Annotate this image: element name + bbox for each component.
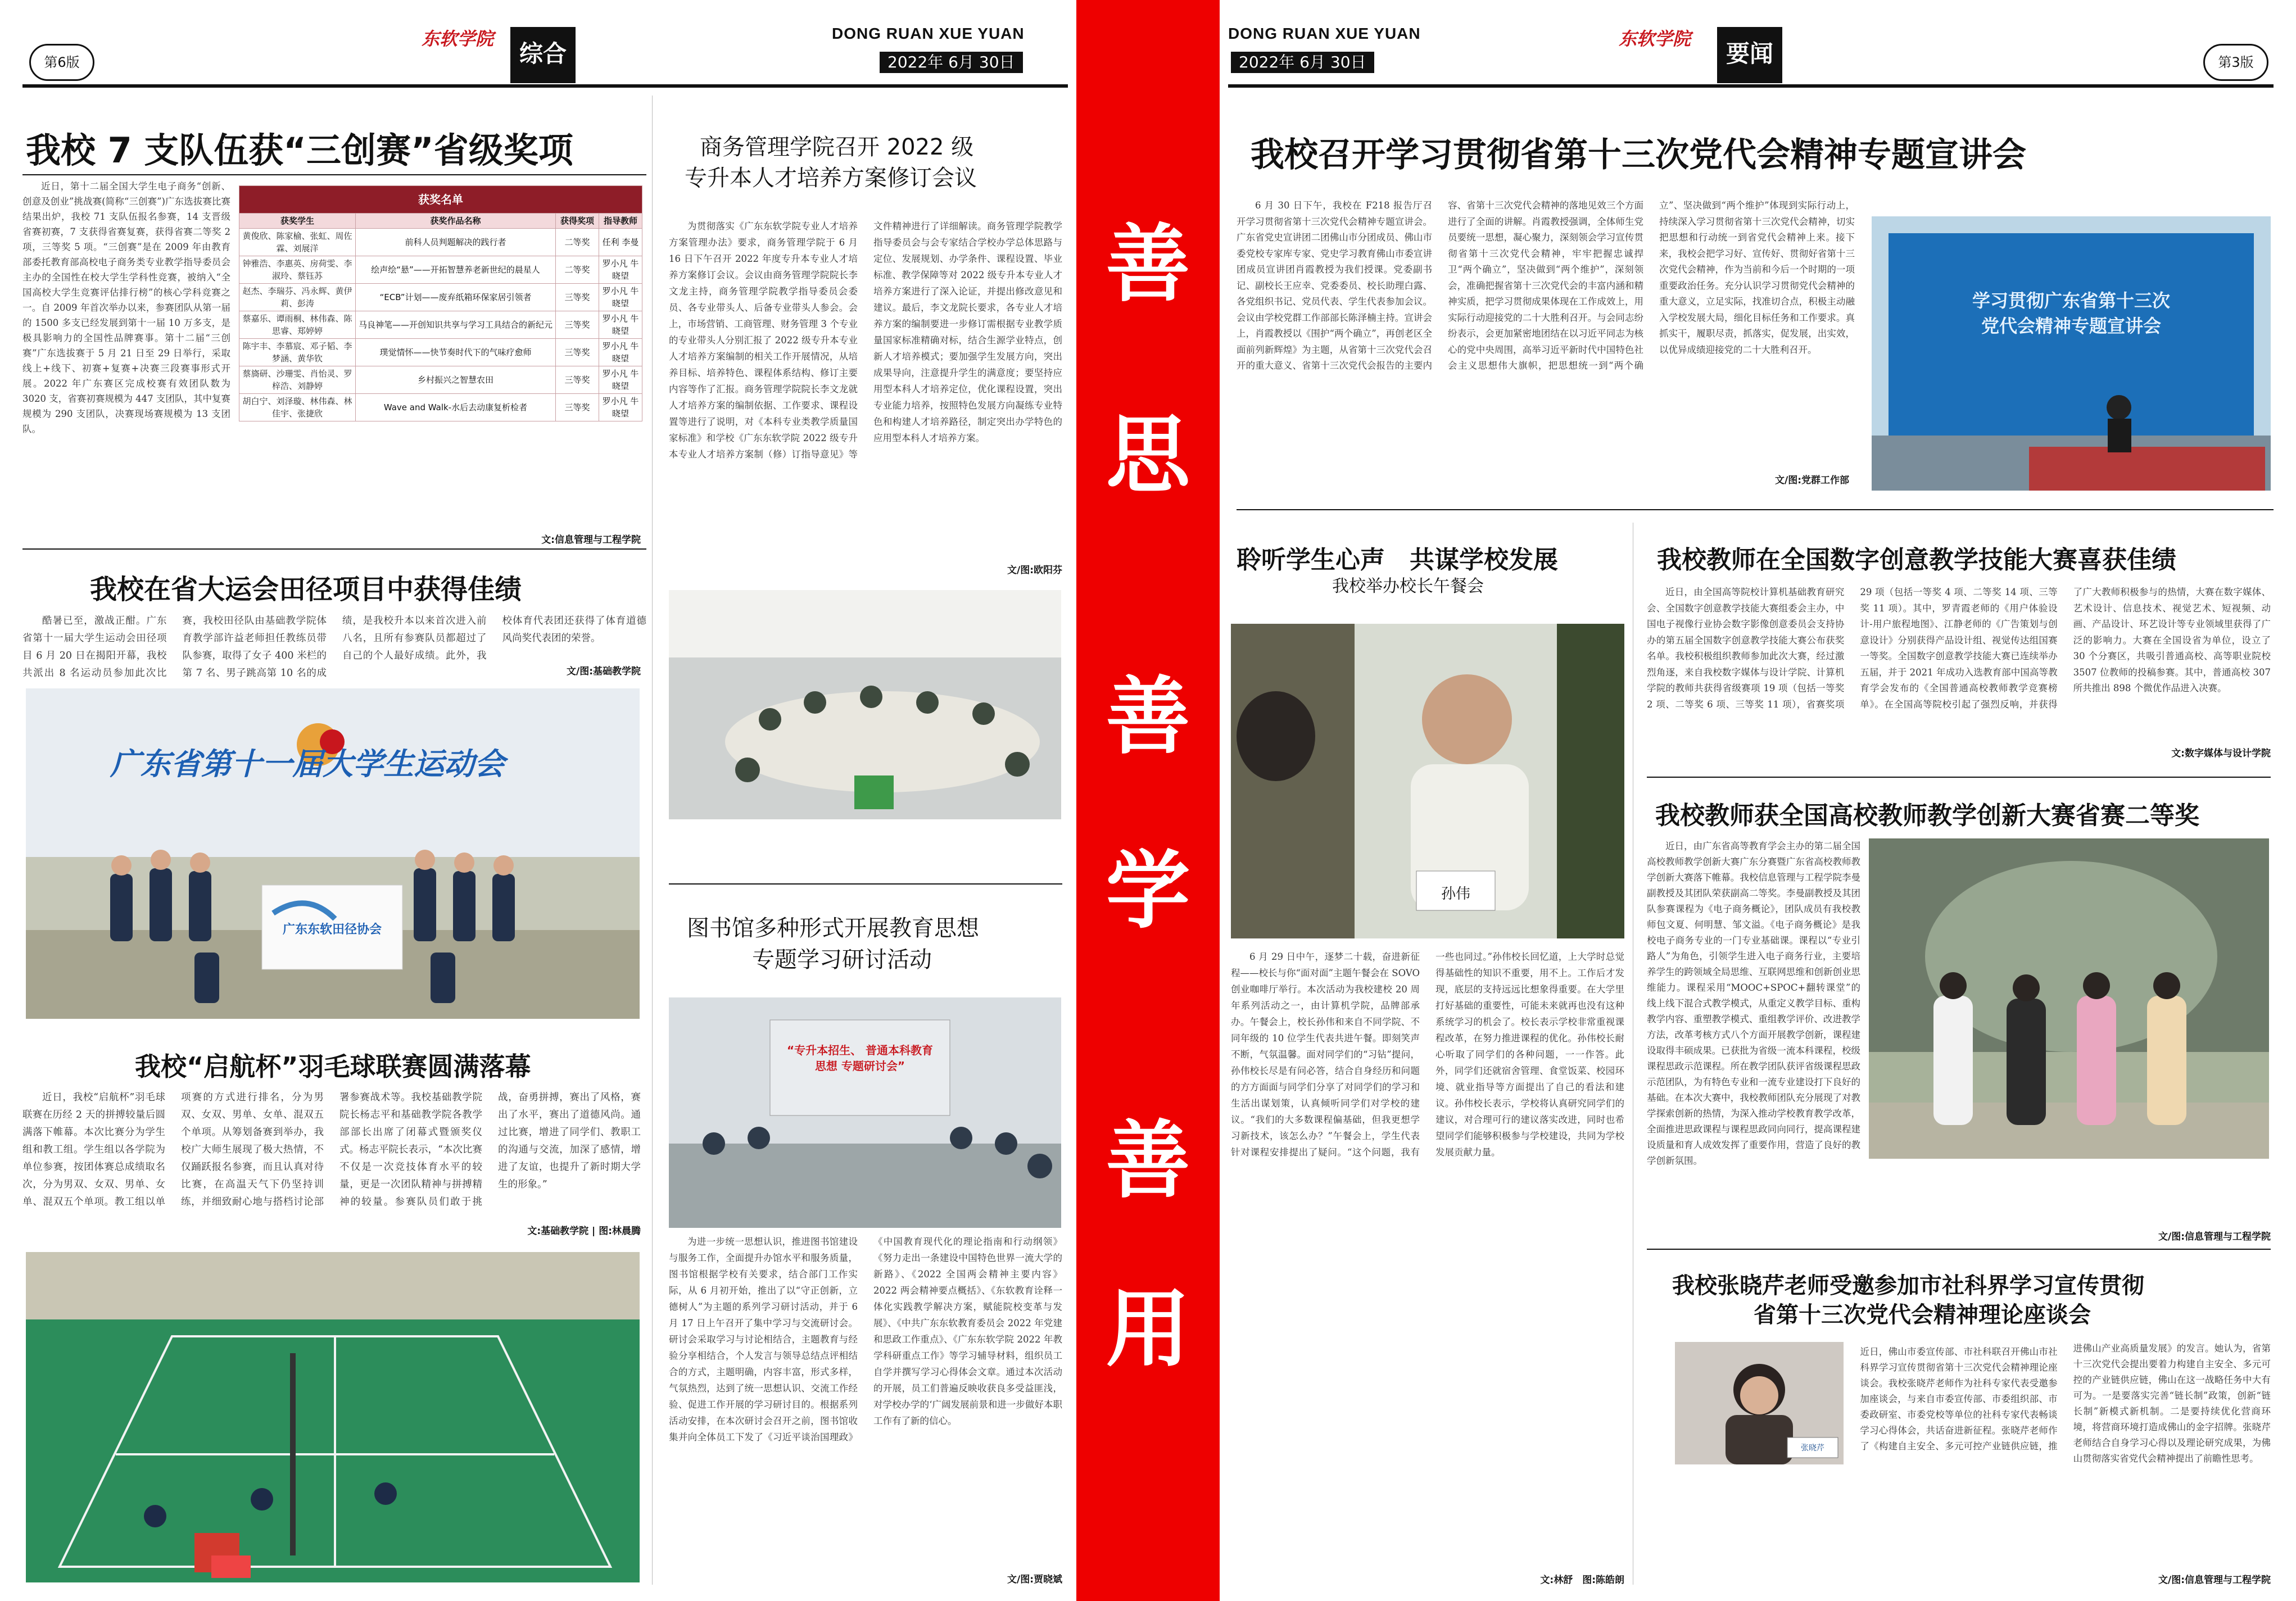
masthead-english-right: DONG RUAN XUE YUAN	[1228, 25, 1421, 42]
table-row	[239, 339, 642, 366]
main-lecture-photo	[1872, 216, 2271, 491]
article-title-library-1: 图书馆多种形式开展教育思想	[687, 915, 979, 941]
award-cell: 三等奖	[556, 311, 599, 339]
byline-business: 文/图:欧阳芬	[1007, 565, 1062, 576]
track-photo-flag: 广东东软田径协会	[282, 923, 382, 937]
slogan-char-4: 学	[1106, 841, 1190, 940]
award-cell: 三等奖	[556, 394, 599, 421]
article-title-lecture-1: 我校张晓芹老师受邀参加市社科界学习宣传贯彻	[1672, 1273, 2144, 1299]
track-photo-banner: 广东省第十一届大学生运动会	[110, 746, 505, 782]
byline-sanchuang: 文:信息管理与工程学院	[541, 534, 641, 546]
article-body-innovation: 近日，由广东省高等教育学会主办的第二届全国高校教师教学创新大赛广东分赛暨广东省高校教师教学创新大赛落下帷幕。我校信息管理与工程学院李曼副教授及其团队荣获副高二等奖。李曼副教授及其团队参赛课程为《电子商务概论》，团队成员有我校教师包文夏、何明慧、邹文溢。《电子商务概论》是我校电子商务专业的一门专业基础课。课程以“专业引路人”为角色，引领学生进入电子商务行业，主要培养学生的跨领域全局思维、互联网思维和创新创业思维能力。课程采用“MOOC+SPOC+翻转课堂”的线上线下混合式教学模式，从重定义教学目标、重构教学内容、重塑教学模式、重组教学评价、改进教学方法，改革考核方式八个方面开展教学创新，课程建设取得丰硕成果。已获批为省级一流本科课程，校级课程思政示范课程。所在教学团队获评省级课程思政示范团队，为有特色专业和一流专业建设打下良好的基础。在本次大赛中，我校教师团队充分展现了对教学探索创新的热情，为深入推动学校教育教学改革，全面推进思政课程与课程思政同向同行，提高课程建设质量和育人成效发挥了重要作用，营造了良好的教学创新氛围。	[1647, 841, 1860, 1166]
lunch-nameplate: 孙伟	[1441, 886, 1470, 902]
article-body-lecture	[1647, 1341, 2271, 1571]
business-photo-art	[669, 590, 1061, 819]
library-screen-text: “专升本招生、 普通本科教育思想 专题研讨会”	[786, 1044, 934, 1073]
award-cell: 任利 李曼	[599, 229, 642, 256]
article-body-digital: 近日，由全国高等院校计算机基础教育研究会、全国数字创意教学技能大赛组委会主办，中国电子视像行业协会数字影像创意委员会支持协办的第五届全国数字创意教学技能大赛公布获奖名单。我校积极组织教师参加此次大赛，经过激烈角逐，来自我校数字媒体与设计学院、计算机学院的教师共获得省级赛项 19 项（包括一等奖 2 项、二等奖 6 项、三等奖 11 项），省赛奖项 29 项（包括一等奖 4 项、二等奖 14 项、三等奖 11 项）。其中，罗青霞老师的《用户体验设计-用户旅程地图》、江静老师的《广告策划与创意设计》分别获得产品设计组、视觉传达组国赛一等奖。全国数字创意教学技能大赛已连续举办五届，并于 2021 年成功入选教育部中国高等教育学会发布的《全国普通高校教师教学竞赛榜单》。在全国高等院校引起了强烈反响，并获得了广大教师积极参与的热情，大赛在数字媒体、艺术设计、信息技术、视觉艺术、短视频、动画、产品设计、环艺设计等专业领域里获得了广泛的影响力。大赛在全国设省为单位，设立了 30 个分赛区，共吸引普通高校、高等职业院校 3507 位教师的投稿参赛。其中，普通高校 307 所共推出 898 个微优作品进入决赛。	[1647, 587, 2271, 710]
divider-main	[1237, 509, 2274, 510]
award-cell: 胡白宁、刘泽璇、林伟森、林佳宇、张捷欣	[239, 394, 356, 421]
byline-lunch: 文:林舒 图:陈皓朗	[1540, 1575, 1624, 1586]
slogan-char-1: 善	[1106, 215, 1190, 314]
lecture-body-text: 近日，佛山市委宣传部、市社科联召开佛山市社科界学习宣传贯彻省第十三次党代会精神理论座谈会。我校张晓芹老师作为社科专家代表受邀参加座谈会，与来自市委宣传部、市委组织部、市委政研室、市委党校等单位的社科专家代表畅谈学习心得体会，共话奋进新征程。张晓芹老师作了《构建自主安全、多元可控产业链供应链，推进佛山产业高质量发展》的发言。她认为，省第十三次党代会提出要着力构建自主安全、多元可控的产业链供应链，佛山在这一战略任务中大有可为。一是要落实完善“链长制”政策，创新“链长制”新模式新机制。二是要持续优化营商环境，将营商环境打造成佛山的金字招牌。张晓芹老师结合自身学习心得以及理论研究成果，为佛山贯彻落实省党代会精神提出了前瞻性思考。	[1860, 1343, 2271, 1464]
award-cell: 三等奖	[556, 339, 599, 366]
track-team-photo	[26, 688, 640, 1019]
header-rule-right	[1228, 84, 2274, 88]
article-body-sanchuang: 近日，第十二届全国大学生电子商务“创新、创意及创业”挑战赛(简称“三创赛”)广东选拔赛比赛结果出炉，我校 71 支队伍报名参赛，14 支晋级省赛初赛，7 支获得省赛复赛，获得省赛二等奖 2 项，三等奖 5 项。“三创赛”是在 2009 年由教育部委托教育部高校电子商务类专业教学指导委员会主办的全国性在校大学生学科性竞赛，被纳入“全国高校大学生竞赛评估排行榜”的核心学科竞赛之一。自 2009 年首次举办以来，参赛团队从第一届的 1500 多支已经发展到第十一届 10 万多支，是极具影响力的全国性品牌赛事。第十二届“三创赛”广东选拔赛于 5 月 21 日至 29 日举行，采取线上+线下、初赛+复赛+决赛三段赛事形式开展。2022 年广东赛区完成校赛有效团队数为 3020 支，省赛初赛规模为 447 支团队，其中复赛规模为 290 支团队，决赛现场赛规模为 13 支团队。	[22, 181, 230, 434]
badminton-photo-art	[26, 1252, 640, 1582]
byline-lecture: 文/图:信息管理与工程学院	[2158, 1575, 2271, 1586]
award-cell: 三等奖	[556, 284, 599, 311]
lecture-podium	[2029, 447, 2265, 491]
article-body-main: 6 月 30 日下午，我校在 F218 报告厅召开学习贯彻省第十三次党代会精神专题宣讲会。广东省党史宣讲团二团佛山市分团成员、佛山市委党校专家库专家、党史学习教育佛山市委宣讲团成员宣讲团肖霞教授为我们授课。党委副书记、副校长王应幸、党委委员、校长助理白露、各党组织书记、党员代表、学生代表参加会议。会议由学校党群工作部部长陈泽楠主持。宣讲会上，肖霞教授以《围护“两个确立”，再创老区全面前列新辉煌》为主题，从省第十三次党代会召开的重大意义、省第十三次党代会报告的主要内容、省第十三次党代会精神的落地见效三个方面进行了全面的讲解。肖霞教授强调，全体师生党员要统一思想，凝心聚力，深刻领会学习宣传贯彻省第十三次党代会精神，牢牢把握忠诚捍卫“两个确立”，坚决做到“两个维护”，深刻领会，准确把握省第十三次党代会的丰富内涵和精神实质，把学习贯彻成果体现在工作成效上，用实际行动迎接党的二十大胜利召开。与会同志纷纷表示，会更加紧密地团结在以习近平同志为核心的党中央周围，高举习近平新时代中国特色社会主义思想伟大旗帜，把思想统一到“两个确立”、坚决做到“两个维护”体现到实际行动上，持续深入学习贯彻省第十三次党代会精神，切实把思想和行动统一到省党代会精神上来。接下来，我校会把学习好、宣传好、贯彻好省第十三次党代会精神，作为当前和今后一个时期的一项重要政治任务。充分认识学习贯彻党代会精神的重大意义，立足实际，找准切合点，积极主动融入学校发展大局，细化目标任务和工作要求。真抓实干，履职尽责，抓落实，促发展，出实效，以优异成绩迎接党的二十大胜利召开。	[1237, 200, 1855, 371]
award-col-student: 获奖学生	[239, 214, 356, 229]
article-body-business: 为贯彻落实《广东东软学院专业人才培养方案管理办法》要求，商务管理学院于 6 月 16 日下午召开 2022 年度专升本专业人才培养方案修订会议。会议由商务管理学院院长李文龙主持，商务管理学院教学指导委员会委员、各专业带头人、后备专业带头人参会。会上，市场营销、工商管理、财务管理 3 个专业的专业带头人分别汇报了 2022 级专升本专业人才培养方案编制的相关工作开展情况，从培养目标、培养特色、课程体系结构、修订主要内容等作了汇报。商务管理学院院长李文龙就人才培养方案的编制依据、工作要求、课程设置等进行了说明，对《本科专业类教学质量国家标准》和学校《广东东软学院 2022 级专升本专业人才培养方案制（修）订指导意见》等文件精神进行了详细解读。商务管理学院教学指导委员会与会专家结合学校办学总体思路与定位、发展规划、办学条件、课程设置、毕业标准、教学保障等对 2022 级专升本专业人才培养方案进行了深入论证，并提出修改意见和建议。最后，李文龙院长要求，各专业人才培养方案的编制要进一步修订需根据专业教学质量国家标准精确对标，结合生源学业特点，创新人才培养模式；要加强学生发展方向，突出成果导向，注意提升学生的满意度；要坚持应用型本科人才培养定位，优化课程设置，突出专业能力培养，按照特色发展方向凝练专业特色和构建人才培养路径，制定突出办学特色的应用型本科人才培养方案。	[669, 221, 1062, 460]
lecture-nameplate: 张晓芹	[1801, 1444, 1824, 1453]
article-title-digital: 我校教师在全国数字创意教学技能大赛喜获佳绩	[1657, 546, 2176, 574]
lunch-principal-photo	[1231, 624, 1624, 938]
award-col-advisor: 指导教师	[599, 214, 642, 229]
main-photo-screen-line2: 党代会精神专题宣讲会	[1981, 315, 2161, 337]
award-cell: “ECB”计划——废弃纸箱环保家居引领者	[356, 284, 556, 311]
slogan-char-6: 用	[1106, 1280, 1190, 1378]
award-cell: 罗小凡 牛晓望	[599, 311, 642, 339]
byline-innovation: 文/图:信息管理与工程学院	[2158, 1231, 2271, 1242]
innovation-photo-art	[1869, 838, 2269, 1159]
table-row	[239, 311, 642, 339]
award-col-work: 获奖作品名称	[356, 214, 556, 229]
divider-innovation	[1647, 1249, 2271, 1250]
article-title-business-1: 商务管理学院召开 2022 级	[700, 134, 974, 160]
divider-business-library	[669, 883, 1062, 885]
article-subtitle-lunch: 我校举办校长午餐会	[1332, 577, 1484, 596]
award-cell: 马良神笔——开创知识共享与学习工具结合的新纪元	[356, 311, 556, 339]
award-cell: 乡村振兴之智慧农田	[356, 366, 556, 394]
table-row	[239, 366, 642, 394]
masthead-logo-left: 东软学院	[422, 28, 494, 49]
divider-digital	[1647, 777, 2271, 778]
byline-badminton: 文:基础教学院 | 图:林晨腾	[527, 1226, 641, 1237]
table-row	[239, 394, 642, 421]
page-number-badge-right: 第3版	[2203, 44, 2268, 81]
headline-main: 我校召开学习贯彻省第十三次党代会精神专题宣讲会	[1251, 135, 2026, 175]
award-cell: 二等奖	[556, 229, 599, 256]
award-cell: 罗小凡 牛晓望	[599, 366, 642, 394]
library-seminar-photo	[669, 997, 1061, 1228]
award-cell: 罗小凡 牛晓望	[599, 339, 642, 366]
article-title-library-2: 专题学习研讨活动	[752, 947, 932, 973]
award-cell: 陈宇丰、李慕宸、邓子韬、李梦涵、黄华钦	[239, 339, 356, 366]
award-cell: 赵杰、李瑞芬、冯永辉、黄伊莉、彭涛	[239, 284, 356, 311]
business-meeting-photo	[669, 590, 1061, 819]
article-title-innovation: 我校教师获全国高校教师教学创新大赛省赛二等奖	[1655, 801, 2199, 830]
masthead-english-left: DONG RUAN XUE YUAN	[832, 25, 1025, 42]
main-photo-art	[1872, 216, 2271, 491]
award-cell: 罗小凡 牛晓望	[599, 284, 642, 311]
issue-date-left: 2022年 6月 30日	[880, 52, 1023, 73]
header-rule-left	[22, 84, 1068, 88]
table-row	[239, 284, 642, 311]
award-col-prize: 获得奖项	[556, 214, 599, 229]
byline-main: 文/图:党群工作部	[1774, 475, 1849, 486]
byline-digital: 文:数字媒体与设计学院	[2171, 748, 2271, 759]
library-photo-art	[669, 997, 1061, 1228]
innovation-team-photo	[1869, 838, 2269, 1159]
masthead-logo-right: 东软学院	[1619, 28, 1691, 49]
award-cell: 绘声绘“悬”——开拓智慧养老新世纪的晨星人	[356, 256, 556, 284]
article-title-lecture-2: 省第十三次党代会精神理论座谈会	[1754, 1302, 2091, 1328]
issue-date-right: 2022年 6月 30日	[1231, 52, 1374, 73]
article-title-track: 我校在省大运会田径项目中获得佳绩	[90, 574, 522, 605]
article-body-track: 酷暑已至，激战正酣。广东省第十一届大学生运动会田径项目 6 月 20 日在揭阳开幕，我校共派出 8 名运动员参加此次比赛，我校田径队由基础教学院体育教学部许益老师担任教练员带队参赛，取得了女子 400 米栏的第 7 名、男子跳高第 10 名的成绩，是我校升本以来首次进入前八名，且所有参赛队员都超过了自己的个人最好成绩。此外，我校体育代表团还获得了体育道德风尚奖代表团的荣誉。	[22, 615, 646, 679]
award-table-caption: 获奖名单	[239, 186, 642, 214]
award-cell: Wave and Walk-水后去动康复析检者	[356, 394, 556, 421]
article-title-badminton: 我校“启航杯”羽毛球联赛圆满落幕	[135, 1051, 531, 1082]
award-table	[239, 185, 642, 421]
article-title-business-2: 专升本人才培养方案修订会议	[685, 165, 977, 191]
award-cell: 蔡嘉乐、谭雨桐、林伟森、陈思睿、郑婷婷	[239, 311, 356, 339]
article-rule-sanchuang	[22, 174, 646, 175]
slogan-char-5: 善	[1106, 1111, 1190, 1210]
column-divider-left	[652, 96, 653, 1585]
article-body-library: 为进一步统一思想认识，推进图书馆建设与服务工作，全面提升办馆水平和服务质量，图书馆根据学校有关要求，结合部门工作实际，从 6 月初开始，推出了以“守正创新，立德树人”为主题的系列学习研讨活动，并于 6 月 17 日上午召开了集中学习与交流研讨会。研讨会采取学习与讨论相结合，主题教育与经验分享相结合，个人发言与领导总结点评相结合的方式，主题明确，内容丰富，形式多样，气氛热烈，达到了统一思想认识、交流工作经验、促进工作开展的学习研讨目的。根据系列活动安排，在本次研讨会召开之前，图书馆收集并向全体员工下发了《习近平谈治国理政》《中国教育现代化的理论指南和行动纲领》《努力走出一条建设中国特色世界一流大学的新路》、《2022 全国两会精神主要内容》2022 两会精神要点概括》、《东软教育诠释一体化实践教学解决方案，赋能院校变革与发展》、《中共广东东软教育委员会 2022 年党建和思政工作重点》、《广东东软学院 2022 年教学科研重点工作》等学习辅导材料，组织员工自学并撰写学习心得体会文章。通过本次活动的开展，员工们普遍反映收获良多受益匪浅，对学校办学的‘广阔发展前景和进一步做好本职工作有了新的信心。	[669, 1236, 1062, 1443]
byline-track: 文/图:基础教学院	[566, 666, 641, 677]
byline-library: 文/图:贾晓斌	[1007, 1574, 1062, 1585]
main-photo-screen-line1: 学习贯彻广东省第十三次	[1972, 290, 2170, 311]
table-row	[239, 229, 642, 256]
article-title-sanchuang: 我校 7 支队伍获“三创赛”省级奖项	[26, 130, 573, 171]
slogan-char-2: 思	[1106, 406, 1190, 505]
award-cell: 钟雅浩、李惠英、房荷雯、李淑玲、蔡钰苏	[239, 256, 356, 284]
award-cell: 罗小凡 牛晓望	[599, 394, 642, 421]
award-cell: 璞觉情怀——快节奏时代下的气味疗愈师	[356, 339, 556, 366]
center-slogan-band	[1076, 0, 1220, 1601]
award-cell: 蔡旖研、沙珊雯、肖怡灵、罗梓浩、刘静婷	[239, 366, 356, 394]
article-body-lunch: 6 月 29 日中午，逐梦二十载，奋进新征程——校长与你“面对面”主题午餐会在 SOVO 创业咖啡厅举行。本次活动为我校建校 20 周年系列活动之一，由计算机学院，品牌部承办。午餐会上，校长孙伟和来自不同学院、不同年级的 10 位学生代表共进午餐。即刻笑声不断，气氛温馨。面对同学们的“习钻”提问，孙伟校长尽是有问必答，结合自身经历和问题的方方面面与同学们分享了对同学们的学习和生活出谋划策，认真倾听同学们对学校的建议。“我们的大多数课程偏基础，但我更想学习新技术，该怎么办？”午餐会上，学生代表针对课程安排提出了疑问。“这个问题，我有一些也同过。”孙伟校长回忆道，上大学时总觉得基础性的知识不重要，用不上。工作后才发现，底层的支持远远比想象得重要。在大学里打好基础的重要性，可能未来就再也没有这种系统学习的机会了。校长表示学校非常重视课程改革，在努力推进课程的优化。孙伟校长耐心听取了同学们的各种问题，一一作答。此外，同学们还就宿舍管理、食堂饭菜、校园环境、就业指导等方面提出了自己的看法和建议。孙伟校长表示，学校将认真研究同学们的建议，对合理可行的建议落实改进，同时也希望同学们能够积极参与学校建设，共同为学校发展贡献力量。	[1231, 951, 1624, 1158]
section-label-left: 综合	[510, 27, 576, 83]
table-row	[239, 256, 642, 284]
award-cell: 前科人员判题解决的践行者	[356, 229, 556, 256]
track-photo-art	[26, 688, 640, 1019]
award-cell: 三等奖	[556, 366, 599, 394]
article-title-lunch: 聆听学生心声 共谋学校发展	[1237, 546, 1558, 574]
section-label-right: 要闻	[1717, 27, 1782, 83]
page-number-badge-left: 第6版	[29, 44, 94, 81]
divider-1	[22, 548, 646, 550]
award-cell: 黄俊欣、陈家榆、张虹、周佐霖、刘展洋	[239, 229, 356, 256]
badminton-net-post	[290, 1353, 296, 1555]
article-body-badminton: 近日，我校“启航杯”羽毛球联赛在历经 2 天的拼搏较量后圆满落下帷幕。本次比赛分为学生组和教工组。学生组以各学院为单位参赛，按团体赛总成绩取名次，分为男双、女双、男单、女单、混双五个单项。教工组以单项赛的方式进行排名，分为男双、女双、男单、女单、混双五个单项。从筹划备赛到举办，我校广大师生展现了极大热情，不仅踊跃报名参赛，而且认真对待比赛，在高温天气下仍坚持训练，并细致耐心地与搭档讨论部署参赛战术等。我校基础教学院院长杨志平和基础教学院各教学部部长出席了闭幕式暨颁奖仪式。杨志平院长表示，“本次比赛不仅是一次竞技体育水平的较量，更是一次团队精神与拼搏精神的较量。参赛队员们敢于挑战，奋勇拼搏，赛出了风格，赛出了水平，赛出了道德风尚。通过比赛，增进了同学们、教职工的沟通与交流，加深了感情，增进了友谊，也提升了新时期大学生的形象。”	[22, 1092, 641, 1208]
award-cell: 罗小凡 牛晓望	[599, 256, 642, 284]
slogan-char-3: 善	[1106, 667, 1190, 766]
badminton-court-photo	[26, 1252, 640, 1582]
award-cell: 二等奖	[556, 256, 599, 284]
